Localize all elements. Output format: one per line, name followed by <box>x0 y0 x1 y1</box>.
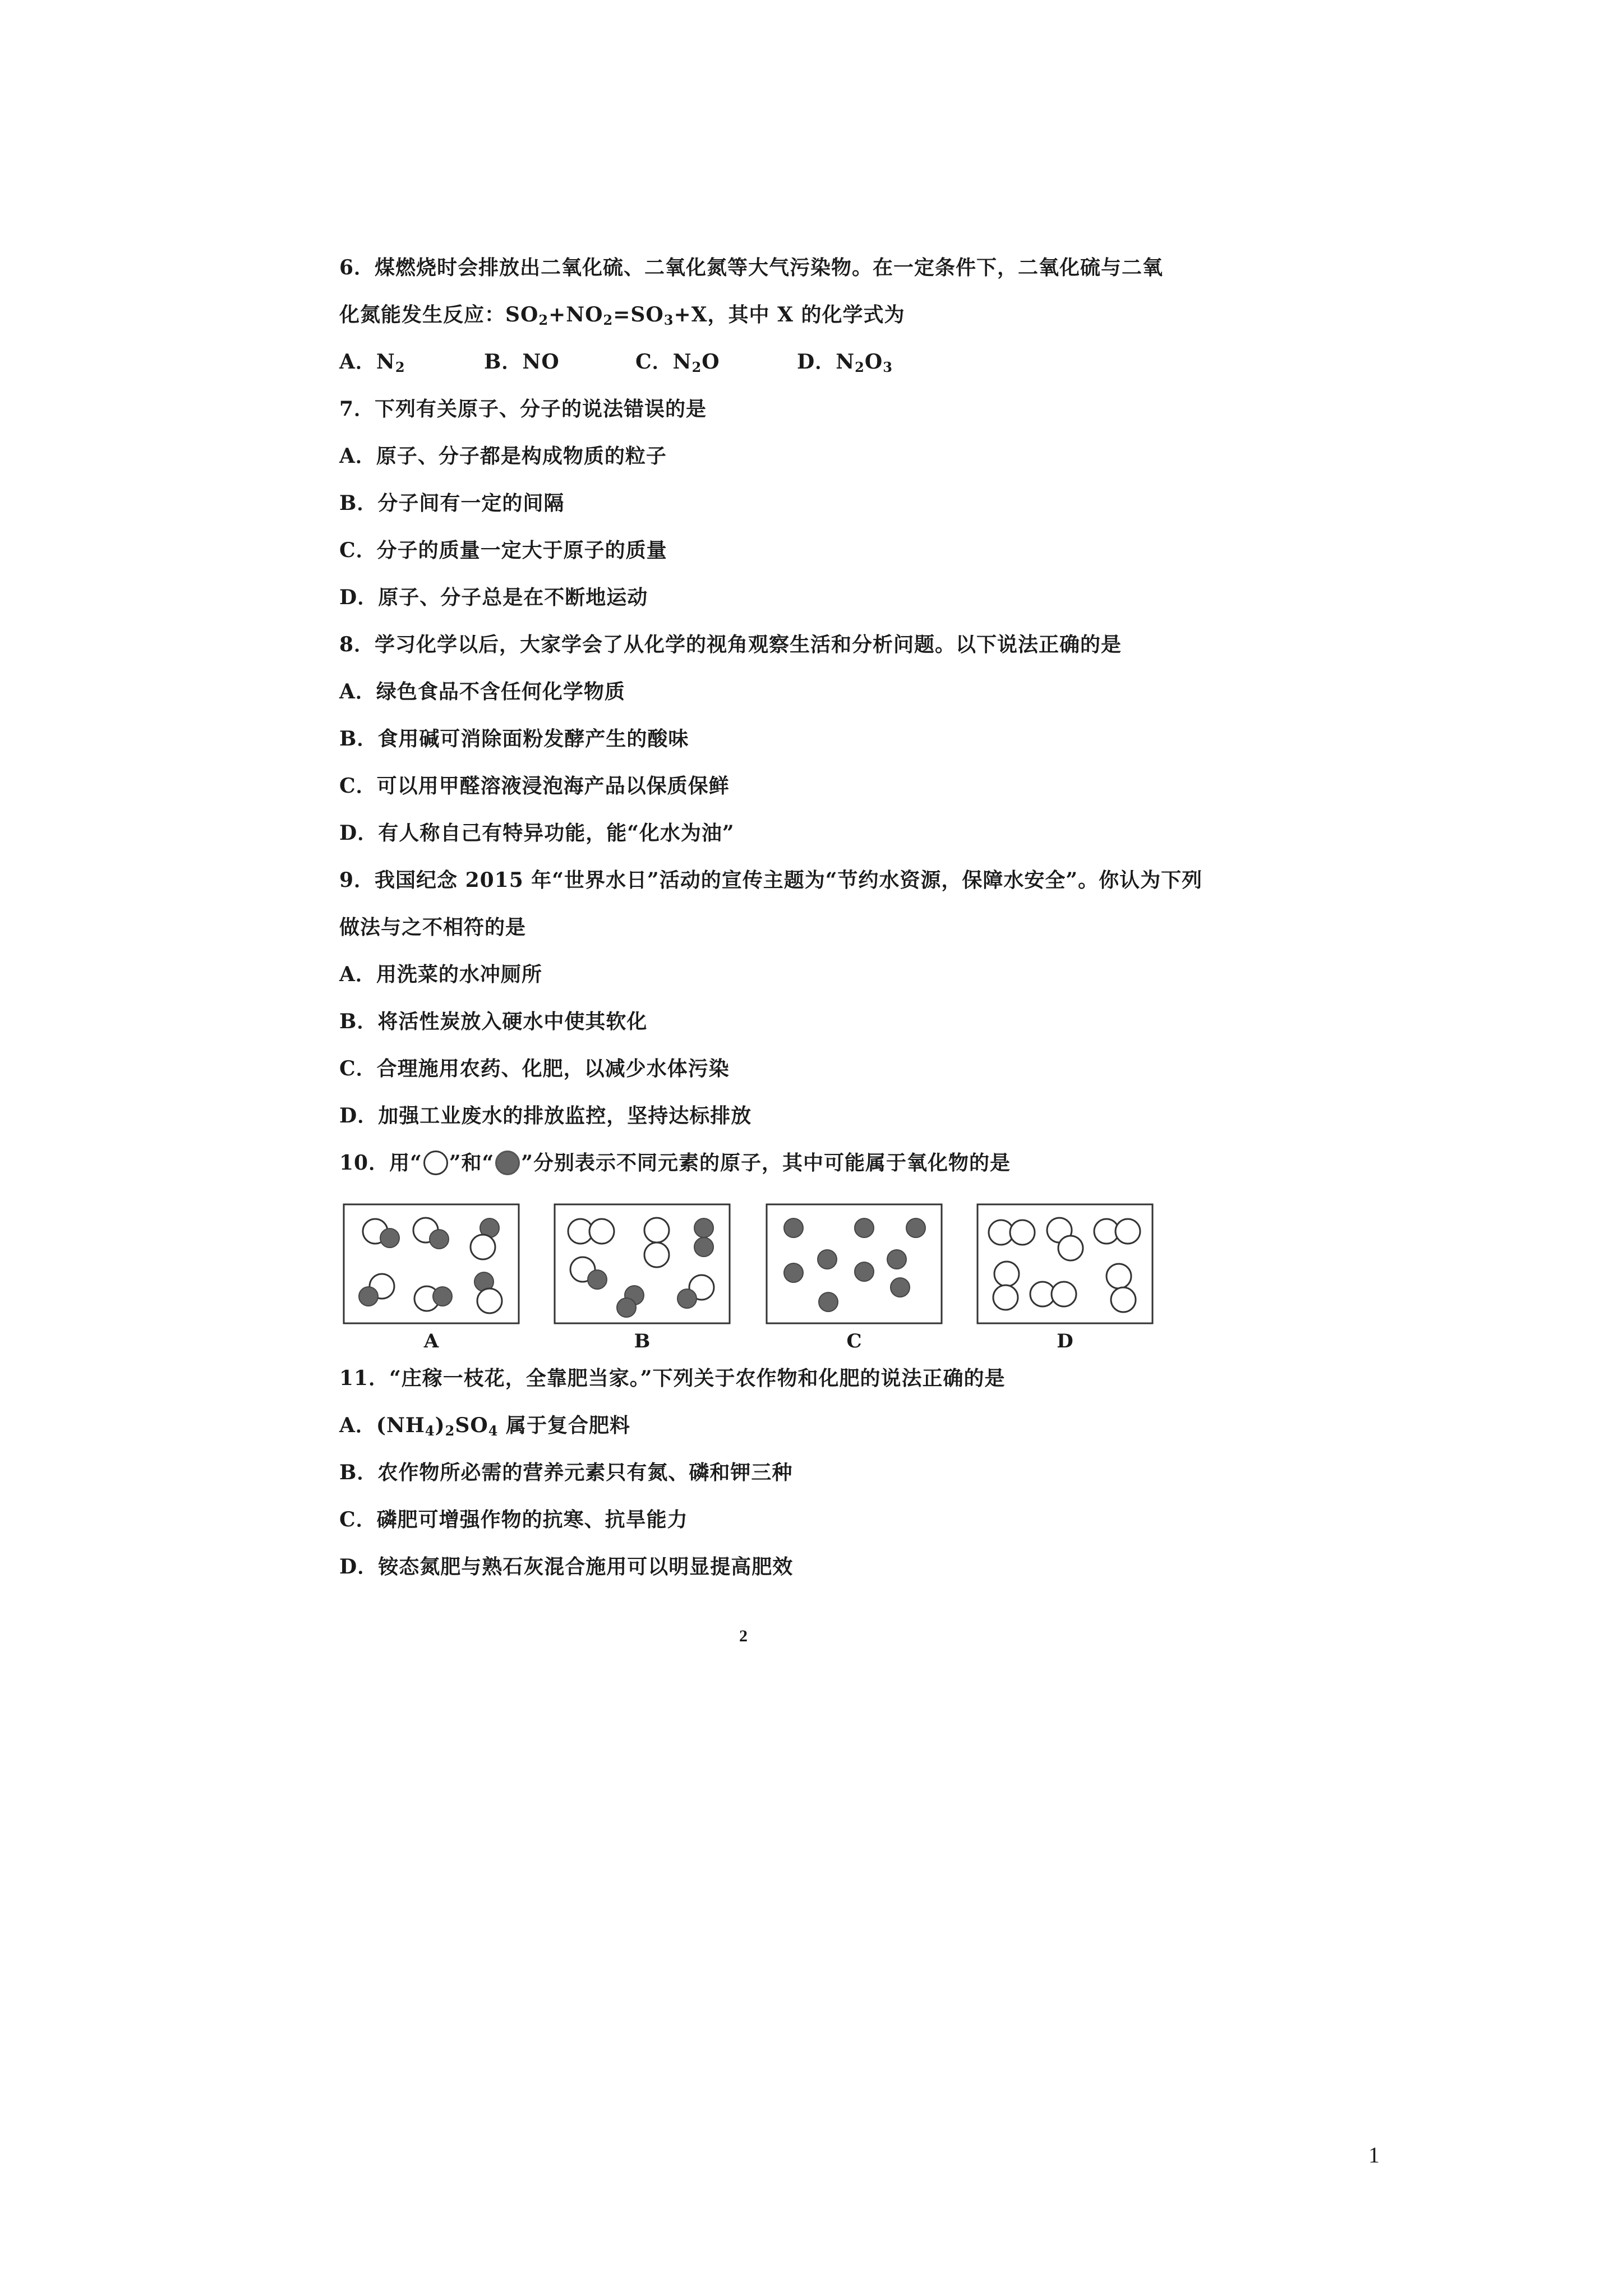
q8-option-a: A．绿色食品不含任何化学物质 <box>339 680 625 703</box>
q10-panel-d <box>976 1203 1154 1352</box>
q7-option-d: D．原子、分子总是在不断地运动 <box>339 586 648 609</box>
q7-option-c: C．分子的质量一定大于原子的质量 <box>339 539 667 562</box>
q8-option-b: B．食用碱可消除面粉发酵产生的酸味 <box>339 727 689 751</box>
q11-stem: 11．“庄稼一枝花，全靠肥当家。”下列关于农作物和化肥的说法正确的是 <box>339 1366 1006 1390</box>
q6-stem-line2: 化氮能发生反应：$SO_2+NO_2=SO_3+X$，其中 X 的化学式为 <box>339 303 905 328</box>
q8-option-d: D．有人称自己有特异功能，能“化水为油” <box>339 821 735 845</box>
q11-option-d: D．铵态氮肥与熟石灰混合施用可以明显提高肥效 <box>339 1555 794 1579</box>
particle-box-c <box>766 1203 943 1324</box>
q10-panel-a <box>343 1203 520 1352</box>
q10-stem: 10．用“ ”和“ ”分别表示不同元素的原子，其中可能属于氧化物的是 <box>339 1151 1011 1175</box>
q10-panel-b-label: B <box>634 1330 651 1352</box>
inner-page-number: 2 <box>739 1627 748 1645</box>
particle-box-d <box>976 1203 1154 1324</box>
q6-stem-line1: 6．煤燃烧时会排放出二氧化硫、二氧化氮等大气污染物。在一定条件下，二氧化硫与二氧 <box>339 256 1164 279</box>
q11-option-a: A．$(NH_4)_2SO_4$ 属于复合肥料 <box>339 1414 630 1439</box>
gray-atom-icon <box>495 1151 520 1175</box>
q10-particle-diagrams <box>339 1203 1169 1372</box>
q9-option-d: D．加强工业废水的排放监控，坚持达标排放 <box>339 1104 752 1128</box>
q8-option-c: C．可以用甲醛溶液浸泡海产品以保质保鲜 <box>339 774 730 798</box>
q10-panel-c <box>766 1203 943 1352</box>
q9-stem-line1: 9．我国纪念 2015 年“世界水日”活动的宣传主题为“节约水资源，保障水安全”。你认为下列 <box>339 868 1203 892</box>
q6-option-a: A．$N_2$ <box>339 350 405 375</box>
q9-option-c: C．合理施用农药、化肥，以减少水体污染 <box>339 1057 730 1080</box>
q10-panel-d-label: D <box>1057 1330 1073 1352</box>
q8-stem: 8．学习化学以后，大家学会了从化学的视角观察生活和分析问题。以下说法正确的是 <box>339 633 1122 656</box>
q10-panel-b <box>554 1203 731 1352</box>
particle-box-a <box>343 1203 520 1324</box>
q6-option-b: B．NO <box>484 350 560 374</box>
q7-option-a: A．原子、分子都是构成物质的粒子 <box>339 444 667 468</box>
outer-page-number: 1 <box>1368 2142 1380 2168</box>
q11-option-c: C．磷肥可增强作物的抗寒、抗旱能力 <box>339 1508 688 1531</box>
q11-option-b: B．农作物所必需的营养元素只有氮、磷和钾三种 <box>339 1461 793 1484</box>
q10-panel-a-label: A <box>423 1330 439 1352</box>
white-atom-icon <box>423 1151 448 1175</box>
q7-stem: 7．下列有关原子、分子的说法错误的是 <box>339 397 707 421</box>
q10-panel-c-label: C <box>846 1330 862 1352</box>
q9-option-b: B．将活性炭放入硬水中使其软化 <box>339 1010 648 1033</box>
q6-option-d: D．$N_2O_3$ <box>797 350 893 375</box>
particle-box-b <box>554 1203 731 1324</box>
q6-option-c: C．$N_2O$ <box>635 350 720 375</box>
q9-stem-line2: 做法与之不相符的是 <box>339 915 527 939</box>
q7-option-b: B．分子间有一定的间隔 <box>339 491 565 515</box>
q9-option-a: A．用洗菜的水冲厕所 <box>339 963 542 986</box>
q6-options <box>339 349 1169 374</box>
